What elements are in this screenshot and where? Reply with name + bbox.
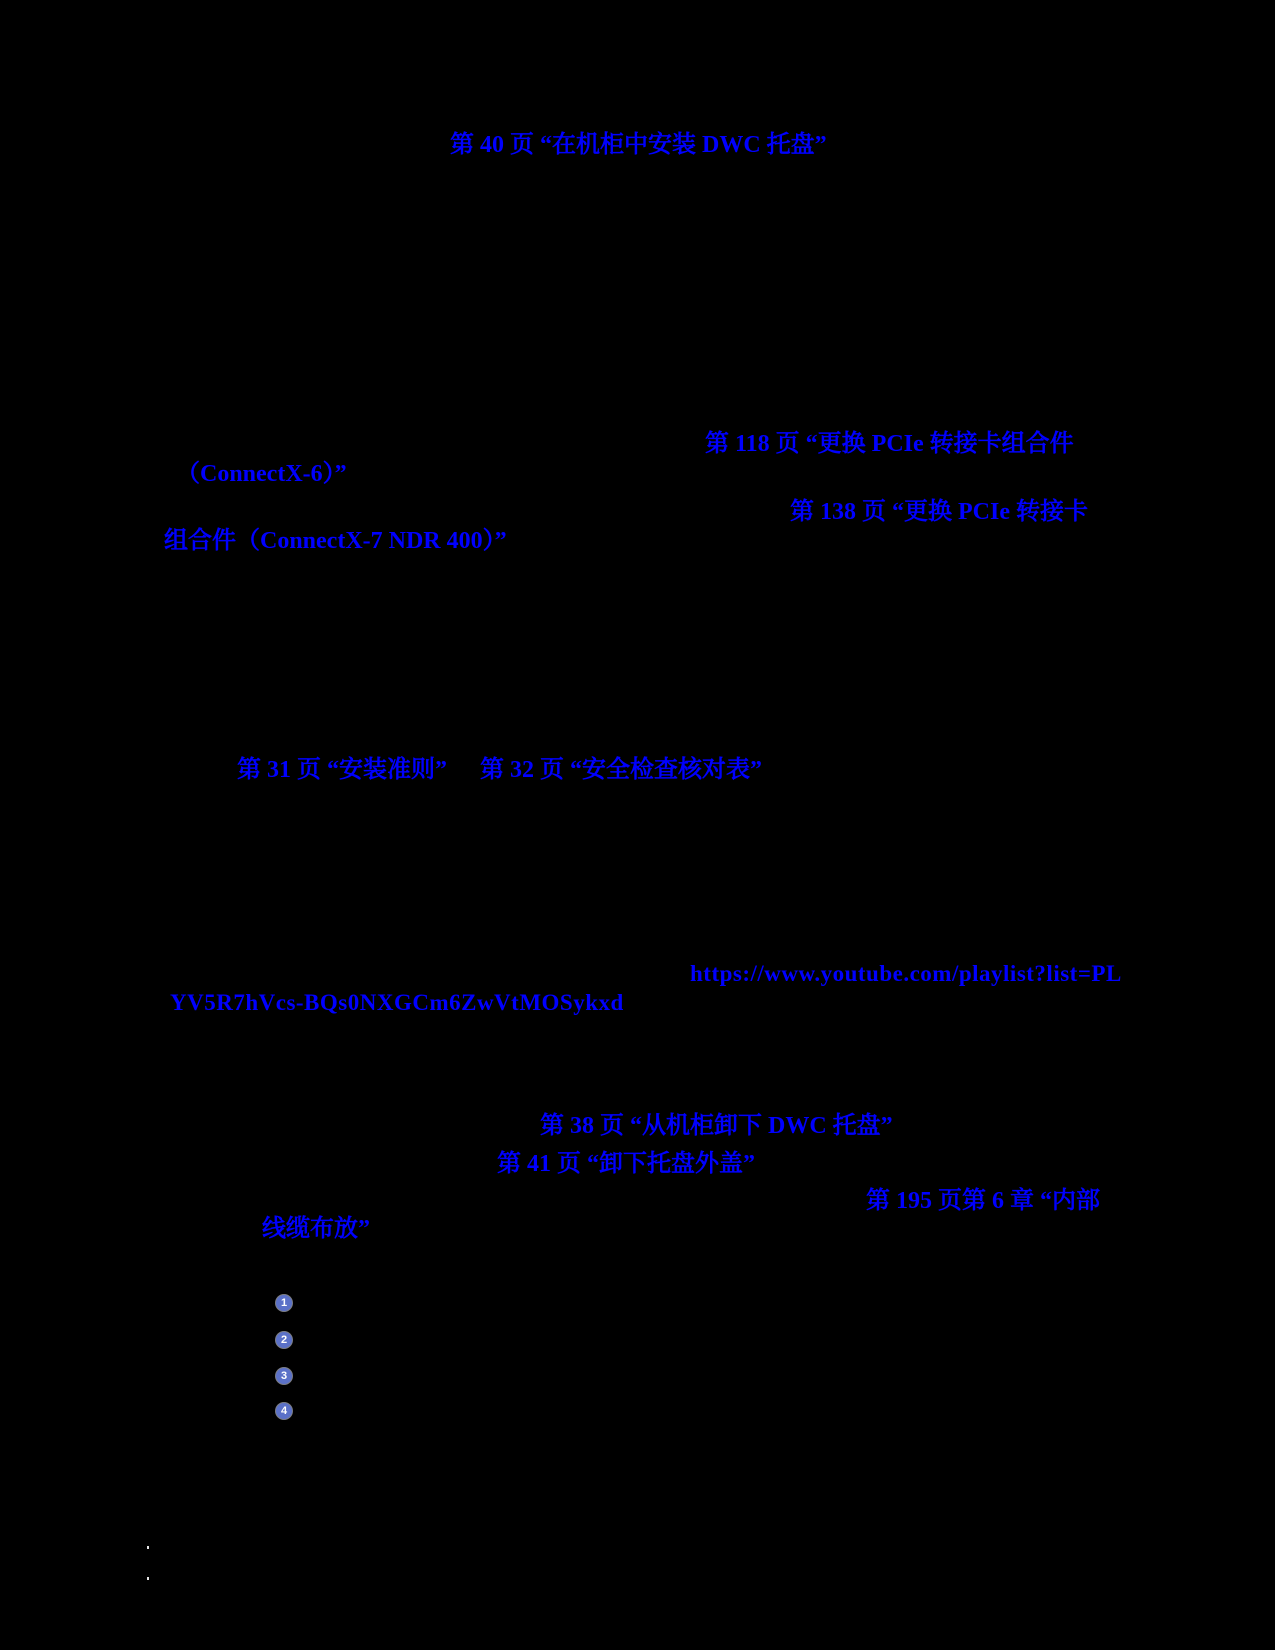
link-replace-pcie-riser-cx6-line1[interactable]: 第 118 页 “更换 PCIe 转接卡组合件 xyxy=(705,431,1074,457)
link-replace-pcie-riser-cx7-line2[interactable]: 组合件（ConnectX-7 NDR 400）” xyxy=(164,528,507,554)
page-speck-1 xyxy=(147,1546,149,1549)
link-internal-cable-routing-line2[interactable]: 线缆布放” xyxy=(262,1216,370,1242)
callout-1-badge-icon: 1 xyxy=(276,1295,292,1311)
page-speck-2 xyxy=(147,1577,149,1580)
link-youtube-playlist-line2[interactable]: YV5R7hVcs-BQs0NXGCm6ZwVtMOSykxd xyxy=(170,990,624,1015)
link-remove-dwc-tray[interactable]: 第 38 页 “从机柜卸下 DWC 托盘” xyxy=(540,1113,893,1139)
link-install-dwc-tray[interactable]: 第 40 页 “在机柜中安装 DWC 托盘” xyxy=(450,132,827,158)
link-replace-pcie-riser-cx7-line1[interactable]: 第 138 页 “更换 PCIe 转接卡 xyxy=(790,499,1088,525)
link-internal-cable-routing-line1[interactable]: 第 195 页第 6 章 “内部 xyxy=(866,1188,1100,1214)
callout-4-badge-icon: 4 xyxy=(276,1403,292,1419)
link-remove-tray-cover[interactable]: 第 41 页 “卸下托盘外盖” xyxy=(497,1151,755,1177)
link-safety-inspection-checklist[interactable]: 第 32 页 “安全检查核对表” xyxy=(480,757,762,783)
link-youtube-playlist-line1[interactable]: https://www.youtube.com/playlist?list=PL xyxy=(690,961,1122,986)
callout-3-badge-icon: 3 xyxy=(276,1368,292,1384)
link-installation-guidelines[interactable]: 第 31 页 “安装准则” xyxy=(237,757,447,783)
callout-2-badge-icon: 2 xyxy=(276,1332,292,1348)
link-replace-pcie-riser-cx6-line2[interactable]: （ConnectX-6）” xyxy=(176,461,347,487)
